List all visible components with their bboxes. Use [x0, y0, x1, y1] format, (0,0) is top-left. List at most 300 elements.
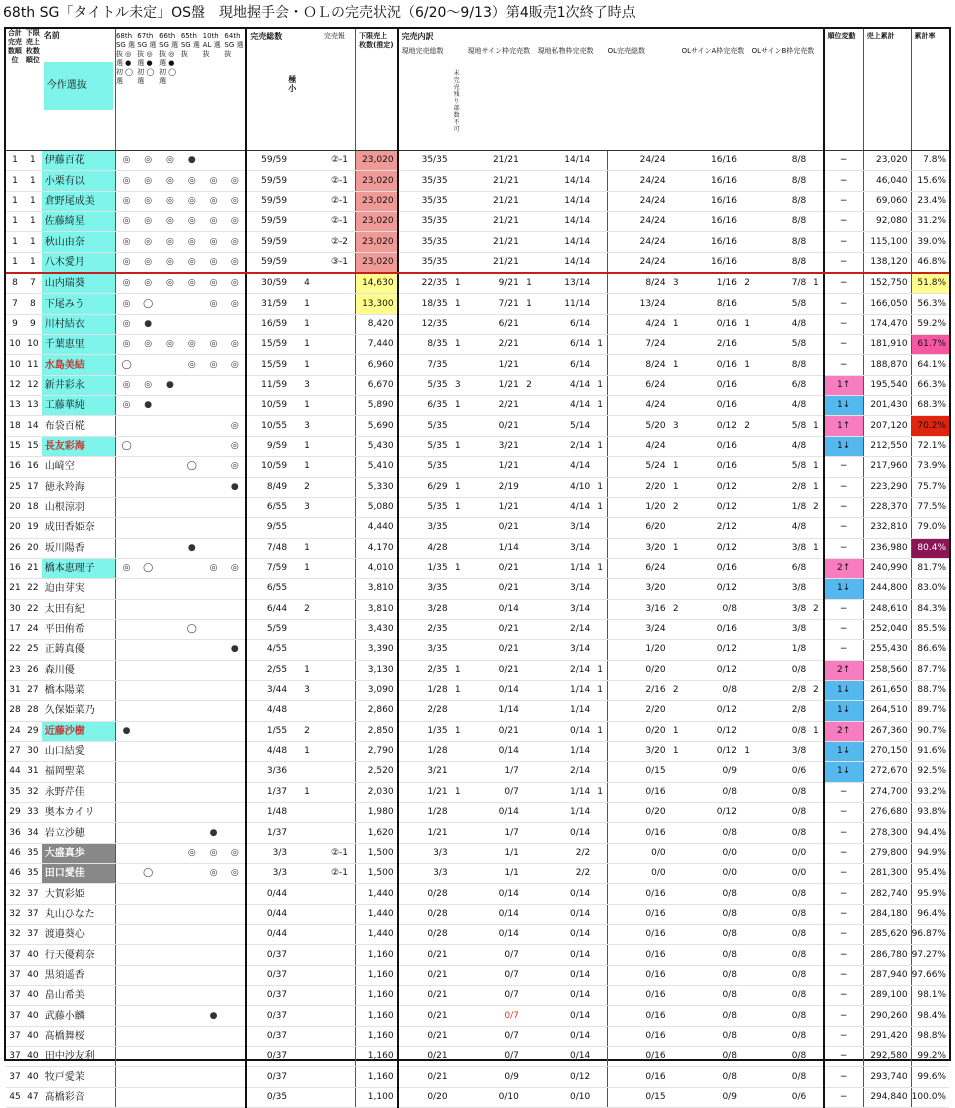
ol-sign-b-cell: 0/8 [754, 721, 809, 741]
selection-mark-c68: ◎ [115, 294, 137, 314]
rank-total-cell: 37 [6, 1067, 24, 1087]
total-note-cell [324, 884, 356, 904]
genchi-total-cell: 2/35 [398, 660, 451, 680]
table-row [6, 518, 949, 538]
genchi-sign-gokusho [522, 803, 536, 823]
selection-mark-c67 [137, 1067, 159, 1087]
cumulative-cell: 207,120 [863, 416, 911, 436]
ol-total-cell: 0/16 [607, 965, 668, 985]
genchi-total-gokusho [451, 904, 465, 924]
selection-mark-c66: ◎ [159, 171, 181, 191]
genchi-total-cell: 5/35 [398, 436, 451, 456]
genchi-private-cell: 1/14 [536, 803, 593, 823]
genchi-sign-gokusho [522, 843, 536, 863]
table-row [6, 884, 949, 904]
cumulative-cell: 274,700 [863, 782, 911, 802]
ol-total-cell: 0/0 [607, 843, 668, 863]
ol-sign-b-cell: 2/8 [754, 701, 809, 721]
selection-mark-c68 [115, 823, 137, 843]
selection-mark-c68 [115, 904, 137, 924]
ol-total-cell: 0/16 [607, 1026, 668, 1046]
ol-sign-b-cell: 8/8 [754, 171, 809, 191]
selection-mark-c68 [115, 864, 137, 884]
ol-sign-b-gokusho [809, 375, 823, 395]
gokusho-cell: 3 [290, 416, 324, 436]
total-note-cell: ②-1 [324, 843, 356, 863]
genchi-private-cell: 0/14 [536, 884, 593, 904]
ol-sign-a-cell: 0/16 [683, 396, 740, 416]
cumulative-cell: 281,300 [863, 864, 911, 884]
gokusho-cell: 1 [290, 741, 324, 761]
selection-mark-c65 [181, 1006, 203, 1026]
selection-mark-c64: ◎ [224, 252, 246, 273]
rank-change-cell: − [824, 518, 864, 538]
rank-change-cell: − [824, 191, 864, 211]
selection-mark-c67: ◎ [137, 252, 159, 273]
total-note-cell [324, 558, 356, 578]
gokusho-cell: 1 [290, 355, 324, 375]
gokusho-cell [290, 212, 324, 232]
selection-mark-c66 [159, 660, 181, 680]
selection-mark-c68: ◎ [115, 314, 137, 334]
genchi-sign-cell: 0/14 [465, 741, 522, 761]
selection-mark-c67: ◯ [137, 558, 159, 578]
rank-total-cell: 9 [6, 314, 24, 334]
genchi-private-gokusho [593, 416, 607, 436]
gokusho-cell [290, 619, 324, 639]
ol-sign-b-cell: 8/8 [754, 191, 809, 211]
genchi-total-cell: 0/21 [398, 945, 451, 965]
selection-mark-c10 [203, 1047, 225, 1067]
total-note-cell: ②-1 [324, 864, 356, 884]
genchi-total-cell: 5/35 [398, 375, 451, 395]
ol-sign-b-cell: 8/8 [754, 212, 809, 232]
selection-mark-c68 [115, 579, 137, 599]
genchi-sign-cell: 2/19 [465, 477, 522, 497]
table-row [6, 823, 949, 843]
ol-total-gokusho: 2 [669, 599, 683, 619]
total-sold-cell: 0/37 [246, 945, 290, 965]
rank-total-cell: 45 [6, 1087, 24, 1107]
rank-lower-cell: 33 [24, 803, 42, 823]
header-c68: 68th SG 選抜 ◎選 ●初 ◯選 [115, 29, 137, 151]
total-sold-cell: 59/59 [246, 252, 290, 273]
cumulative-cell: 92,080 [863, 212, 911, 232]
lower-limit-cell: 23,020 [356, 252, 398, 273]
ol-sign-a-cell: 0/8 [683, 599, 740, 619]
ol-total-cell: 2/20 [607, 701, 668, 721]
ol-sign-b-cell: 0/8 [754, 803, 809, 823]
lower-limit-cell: 1,440 [356, 904, 398, 924]
cum-rate-cell: 91.6% [911, 741, 949, 761]
selection-mark-c10 [203, 965, 225, 985]
rank-change-cell: − [824, 782, 864, 802]
ol-sign-b-gokusho [809, 436, 823, 456]
genchi-total-cell: 6/35 [398, 396, 451, 416]
table-row [6, 355, 949, 375]
rank-change-cell: 2↑ [824, 721, 864, 741]
genchi-sign-gokusho [522, 986, 536, 1006]
total-sold-cell: 0/37 [246, 1047, 290, 1067]
rank-total-cell: 27 [6, 741, 24, 761]
selection-mark-c66 [159, 1047, 181, 1067]
rank-change-cell: − [824, 1067, 864, 1087]
member-name-cell: 下尾みう [42, 294, 116, 314]
genchi-total-cell: 1/28 [398, 803, 451, 823]
genchi-sign-gokusho [522, 558, 536, 578]
rank-change-cell: − [824, 1006, 864, 1026]
rank-lower-cell: 13 [24, 396, 42, 416]
rank-total-cell: 21 [6, 579, 24, 599]
rank-total-cell: 10 [6, 335, 24, 355]
cumulative-cell: 287,940 [863, 965, 911, 985]
selection-mark-c64 [224, 1006, 246, 1026]
rank-lower-cell: 26 [24, 660, 42, 680]
member-name-cell: 渡邉葵心 [42, 925, 116, 945]
selection-mark-c10: ◎ [203, 294, 225, 314]
ol-sign-a-gokusho [740, 1006, 754, 1026]
genchi-total-cell: 0/28 [398, 904, 451, 924]
ol-sign-a-cell: 0/8 [683, 945, 740, 965]
total-sold-cell: 0/35 [246, 1087, 290, 1107]
genchi-sign-gokusho [522, 925, 536, 945]
rank-change-cell: 1↓ [824, 762, 864, 782]
selection-mark-c64: ◎ [224, 355, 246, 375]
genchi-sign-cell: 1/7 [465, 762, 522, 782]
selection-mark-c67 [137, 457, 159, 477]
genchi-private-gokusho [593, 843, 607, 863]
genchi-private-gokusho [593, 294, 607, 314]
ol-sign-b-gokusho [809, 1067, 823, 1087]
rank-change-cell: − [824, 803, 864, 823]
selection-mark-c66 [159, 518, 181, 538]
selection-mark-c65: ◎ [181, 252, 203, 273]
ol-sign-b-gokusho [809, 945, 823, 965]
selection-mark-c10: ◎ [203, 558, 225, 578]
selection-mark-c68: ◎ [115, 212, 137, 232]
genchi-private-cell: 0/14 [536, 986, 593, 1006]
rank-total-cell: 20 [6, 497, 24, 517]
cumulative-cell: 270,150 [863, 741, 911, 761]
genchi-sign-gokusho [522, 945, 536, 965]
selection-mark-c64: ◎ [224, 416, 246, 436]
cumulative-cell: 223,290 [863, 477, 911, 497]
rank-total-cell: 16 [6, 558, 24, 578]
rank-lower-cell: 37 [24, 904, 42, 924]
cumulative-cell: 292,580 [863, 1047, 911, 1067]
genchi-total-gokusho [451, 457, 465, 477]
genchi-total-cell: 3/35 [398, 579, 451, 599]
ol-total-gokusho: 3 [669, 273, 683, 294]
total-note-cell [324, 762, 356, 782]
ol-sign-a-cell: 0/12 [683, 660, 740, 680]
genchi-sign-cell: 1/21 [465, 375, 522, 395]
selection-mark-c66 [159, 864, 181, 884]
selection-mark-c67 [137, 965, 159, 985]
selection-mark-c68 [115, 1087, 137, 1107]
ol-sign-a-cell: 0/16 [683, 314, 740, 334]
selection-mark-c10 [203, 151, 225, 171]
genchi-private-gokusho [593, 151, 607, 171]
ol-sign-b-gokusho [809, 619, 823, 639]
rank-change-cell: − [824, 294, 864, 314]
lower-limit-cell: 1,980 [356, 803, 398, 823]
rank-total-cell: 12 [6, 375, 24, 395]
ol-total-cell: 5/24 [607, 457, 668, 477]
genchi-total-cell: 35/35 [398, 252, 451, 273]
total-sold-cell: 7/48 [246, 538, 290, 558]
header-name: 名前 [43, 31, 60, 40]
genchi-sign-gokusho [522, 252, 536, 273]
selection-mark-c10 [203, 701, 225, 721]
table-row [6, 191, 949, 211]
ol-sign-a-gokusho: 1 [740, 355, 754, 375]
table-row [6, 1026, 949, 1046]
ol-total-gokusho: 1 [669, 314, 683, 334]
cumulative-cell: 152,750 [863, 273, 911, 294]
genchi-total-gokusho [451, 741, 465, 761]
total-sold-cell: 6/55 [246, 497, 290, 517]
cum-rate-cell: 84.3% [911, 599, 949, 619]
gokusho-cell: 3 [290, 680, 324, 700]
genchi-sign-gokusho [522, 538, 536, 558]
ol-total-cell: 0/16 [607, 884, 668, 904]
cum-rate-cell: 97.66% [911, 965, 949, 985]
selection-mark-c66 [159, 741, 181, 761]
ol-sign-b-cell: 3/8 [754, 599, 809, 619]
gokusho-cell [290, 579, 324, 599]
genchi-sign-gokusho [522, 864, 536, 884]
genchi-total-gokusho [451, 212, 465, 232]
selection-mark-c66: ◎ [159, 273, 181, 294]
total-sold-cell: 0/44 [246, 904, 290, 924]
cumulative-cell: 285,620 [863, 925, 911, 945]
table-row [6, 294, 949, 314]
ol-sign-a-gokusho [740, 762, 754, 782]
ol-sign-a-gokusho [740, 843, 754, 863]
total-note-cell: ②-1 [324, 151, 356, 171]
selection-mark-c65: ◯ [181, 619, 203, 639]
rank-total-cell: 37 [6, 1047, 24, 1067]
genchi-sign-cell: 0/7 [465, 986, 522, 1006]
rank-total-cell: 25 [6, 477, 24, 497]
lower-limit-cell: 3,430 [356, 619, 398, 639]
rank-lower-cell: 7 [24, 273, 42, 294]
header-lower: 下限売上枚数(推定) [356, 29, 398, 151]
ol-sign-a-gokusho [740, 640, 754, 660]
member-name-cell: 永野芹佳 [42, 782, 116, 802]
genchi-sign-cell: 0/9 [465, 1067, 522, 1087]
member-name-cell: 福岡聖菜 [42, 762, 116, 782]
genchi-total-gokusho: 1 [451, 273, 465, 294]
ol-sign-a-gokusho [740, 721, 754, 741]
selection-mark-c67 [137, 619, 159, 639]
rank-total-cell: 7 [6, 294, 24, 314]
genchi-total-gokusho [451, 945, 465, 965]
ol-total-gokusho [669, 1047, 683, 1067]
ol-sign-a-cell: 2/12 [683, 518, 740, 538]
selection-mark-c64: ◎ [224, 864, 246, 884]
gokusho-cell [290, 864, 324, 884]
ol-total-gokusho: 2 [669, 497, 683, 517]
member-name-cell: 佐藤綺星 [42, 212, 116, 232]
rank-lower-cell: 35 [24, 864, 42, 884]
ol-sign-b-cell: 5/8 [754, 335, 809, 355]
ol-sign-b-gokusho [809, 191, 823, 211]
ol-sign-a-gokusho [740, 925, 754, 945]
rank-change-cell: − [824, 1026, 864, 1046]
ol-total-cell: 0/20 [607, 721, 668, 741]
genchi-private-gokusho [593, 191, 607, 211]
selection-mark-c10 [203, 375, 225, 395]
genchi-sign-cell: 2/21 [465, 335, 522, 355]
selection-mark-c10 [203, 1067, 225, 1087]
genchi-sign-cell: 0/21 [465, 579, 522, 599]
selection-mark-c67 [137, 1087, 159, 1107]
genchi-private-cell: 5/14 [536, 416, 593, 436]
selection-mark-c65 [181, 477, 203, 497]
member-name-cell: 大賀彩姫 [42, 884, 116, 904]
cum-rate-cell: 95.9% [911, 884, 949, 904]
gokusho-cell: 1 [290, 782, 324, 802]
genchi-total-gokusho: 1 [451, 396, 465, 416]
genchi-private-gokusho [593, 579, 607, 599]
cumulative-cell: 282,740 [863, 884, 911, 904]
genchi-sign-gokusho [522, 457, 536, 477]
genchi-private-cell: 0/10 [536, 1087, 593, 1107]
rank-total-cell: 26 [6, 538, 24, 558]
selection-mark-c67 [137, 680, 159, 700]
cum-rate-cell: 96.4% [911, 904, 949, 924]
rank-change-cell: 1↓ [824, 701, 864, 721]
header-ol-sign-b: OLサインB枠完売数 [751, 47, 815, 55]
member-name-cell: 坂川陽香 [42, 538, 116, 558]
cumulative-cell: 264,510 [863, 701, 911, 721]
ol-sign-b-cell: 0/8 [754, 782, 809, 802]
ol-sign-a-cell: 8/16 [683, 294, 740, 314]
genchi-sign-cell: 0/10 [465, 1087, 522, 1107]
ol-total-cell: 8/24 [607, 273, 668, 294]
ol-sign-b-gokusho [809, 335, 823, 355]
selection-mark-c66 [159, 619, 181, 639]
ol-sign-a-gokusho [740, 171, 754, 191]
ol-sign-a-gokusho [740, 497, 754, 517]
selection-mark-c68: ◎ [115, 335, 137, 355]
genchi-private-gokusho [593, 599, 607, 619]
cum-rate-cell: 100.0% [911, 1087, 949, 1107]
selection-mark-c10 [203, 396, 225, 416]
selection-mark-c64 [224, 782, 246, 802]
lower-limit-cell: 2,030 [356, 782, 398, 802]
genchi-private-cell: 4/14 [536, 396, 593, 416]
rank-change-cell: − [824, 273, 864, 294]
ol-sign-b-gokusho [809, 294, 823, 314]
ol-sign-a-cell: 0/12 [683, 579, 740, 599]
selection-mark-c67: ◎ [137, 375, 159, 395]
rank-lower-cell: 18 [24, 497, 42, 517]
selection-mark-c67 [137, 945, 159, 965]
ol-total-cell: 0/20 [607, 803, 668, 823]
ol-total-cell: 6/20 [607, 518, 668, 538]
selection-mark-c10 [203, 538, 225, 558]
ol-sign-a-gokusho [740, 945, 754, 965]
rank-lower-cell: 25 [24, 640, 42, 660]
rank-lower-cell: 12 [24, 375, 42, 395]
selection-mark-c68 [115, 1006, 137, 1026]
ol-sign-a-gokusho [740, 191, 754, 211]
ol-total-cell: 0/0 [607, 864, 668, 884]
rank-total-cell: 37 [6, 1026, 24, 1046]
selection-mark-c64 [224, 986, 246, 1006]
total-note-cell [324, 1047, 356, 1067]
rank-change-cell: − [824, 355, 864, 375]
genchi-sign-gokusho [522, 762, 536, 782]
genchi-total-cell: 22/35 [398, 273, 451, 294]
selection-mark-c65: ◎ [181, 212, 203, 232]
selection-mark-c67: ◎ [137, 232, 159, 252]
ol-total-gokusho [669, 396, 683, 416]
table-row [6, 396, 949, 416]
selection-mark-c65 [181, 294, 203, 314]
ol-total-gokusho [669, 375, 683, 395]
selection-mark-c10 [203, 477, 225, 497]
selection-mark-c68 [115, 640, 137, 660]
genchi-total-gokusho [451, 579, 465, 599]
cumulative-cell: 278,300 [863, 823, 911, 843]
total-sold-cell: 6/55 [246, 579, 290, 599]
selection-mark-c64: ◎ [224, 212, 246, 232]
selection-mark-c66 [159, 538, 181, 558]
member-name-cell: 奥本カイリ [42, 803, 116, 823]
total-sold-cell: 10/59 [246, 396, 290, 416]
cum-rate-cell: 89.7% [911, 701, 949, 721]
lower-limit-cell: 8,420 [356, 314, 398, 334]
genchi-private-cell: 0/14 [536, 1026, 593, 1046]
genchi-private-gokusho: 1 [593, 497, 607, 517]
table-row [6, 864, 949, 884]
genchi-sign-cell: 0/21 [465, 619, 522, 639]
cum-rate-cell: 70.2% [911, 416, 949, 436]
selection-mark-c65 [181, 965, 203, 985]
selection-mark-c66 [159, 782, 181, 802]
rank-lower-cell: 22 [24, 579, 42, 599]
ol-sign-a-cell: 0/8 [683, 680, 740, 700]
genchi-sign-cell: 1/14 [465, 538, 522, 558]
ol-sign-a-gokusho [740, 680, 754, 700]
cumulative-cell: 188,870 [863, 355, 911, 375]
genchi-private-cell: 2/2 [536, 843, 593, 863]
genchi-private-gokusho: 1 [593, 721, 607, 741]
ol-sign-b-cell: 3/8 [754, 741, 809, 761]
selection-mark-c65 [181, 1047, 203, 1067]
total-sold-cell: 3/44 [246, 680, 290, 700]
genchi-total-gokusho [451, 823, 465, 843]
ol-total-gokusho [669, 864, 683, 884]
genchi-sign-gokusho [522, 232, 536, 252]
selection-mark-c67 [137, 477, 159, 497]
cum-rate-cell: 68.3% [911, 396, 949, 416]
cumulative-cell: 212,550 [863, 436, 911, 456]
selection-mark-c10 [203, 1087, 225, 1107]
rank-lower-cell: 22 [24, 599, 42, 619]
total-sold-cell: 31/59 [246, 294, 290, 314]
selection-mark-c64 [224, 925, 246, 945]
genchi-private-gokusho [593, 904, 607, 924]
rank-lower-cell: 28 [24, 701, 42, 721]
cum-rate-cell: 72.1% [911, 436, 949, 456]
gokusho-cell [290, 965, 324, 985]
selection-mark-c68 [115, 477, 137, 497]
